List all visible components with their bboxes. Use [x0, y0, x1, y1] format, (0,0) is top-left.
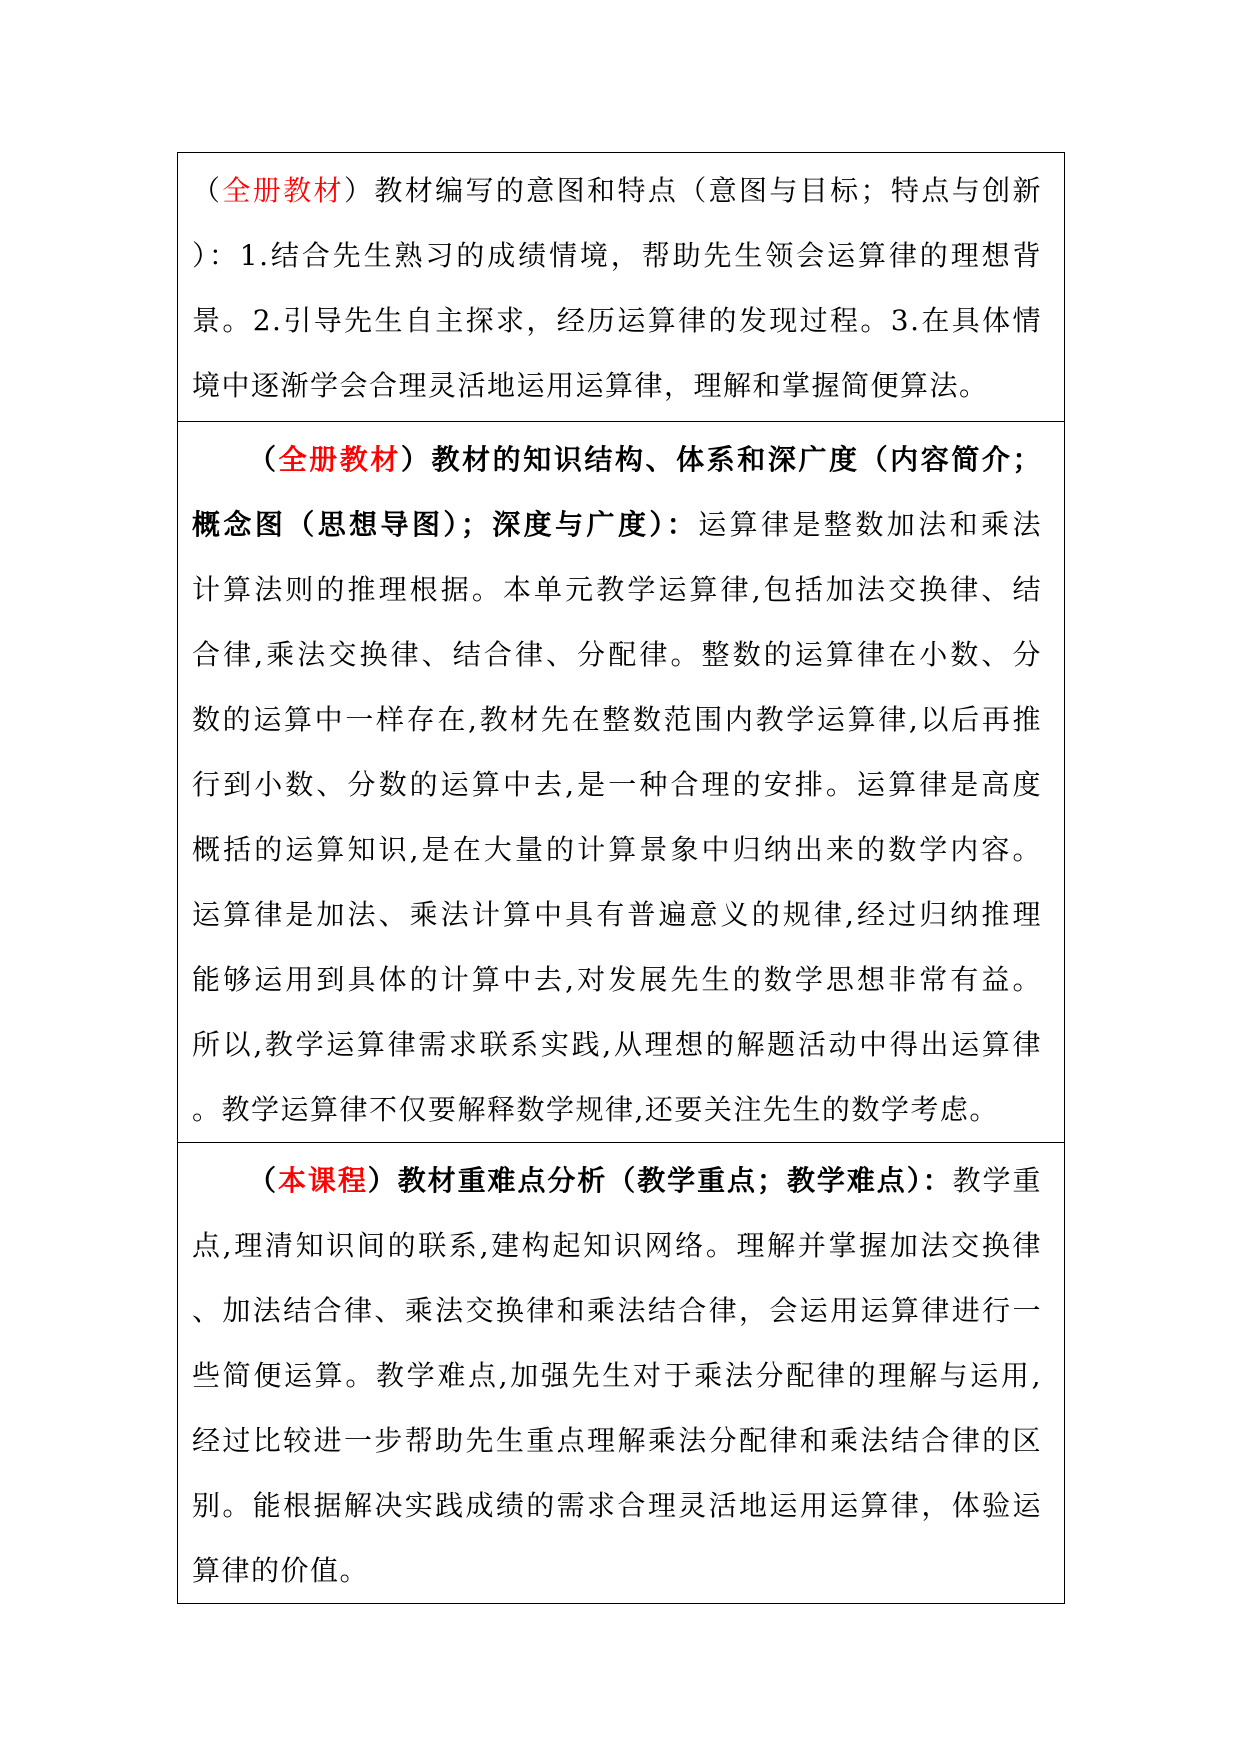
text-line: 概括的运算知识,是在大量的计算景象中归纳出来的数学内容。 — [192, 833, 1042, 866]
text-line: 些简便运算。教学难点,加强先生对于乘法分配律的理解与运用, — [192, 1359, 1042, 1392]
section-writing-intent — [178, 153, 1064, 421]
text-line: 、加法结合律、乘法交换律和乘法结合律，会运用运算律进行一 — [192, 1294, 1042, 1327]
text-line: 行到小数、分数的运算中去,是一种合理的安排。运算律是高度 — [192, 768, 1042, 801]
body-text: 运算律是整数加法和乘法 — [698, 508, 1042, 541]
textbook-analysis-table — [177, 152, 1065, 1604]
text-line: 所以,教学运算律需求联系实践,从理想的解题活动中得出运算律 — [192, 1028, 1042, 1061]
section-key-difficult-points — [178, 1142, 1064, 1603]
scope-label: 全册教材 — [222, 174, 344, 207]
text-line: 合律,乘法交换律、结合律、分配律。整数的运算律在小数、分 — [192, 638, 1042, 671]
text-line: 别。能根据解决实践成绩的需求合理灵活地运用运算律，体验运 — [192, 1489, 1042, 1522]
text-line: 能够运用到具体的计算中去,对发展先生的数学思想非常有益。 — [192, 963, 1042, 996]
text-line: 境中逐渐学会合理灵活地运用运算律，理解和掌握简便算法。 — [192, 369, 989, 402]
text-line: 计算法则的推理根据。本单元教学运算律,包括加法交换律、结 — [192, 573, 1042, 606]
heading-open-paren: （ — [248, 1164, 278, 1197]
text-line: ）：1.结合先生熟习的成绩情境，帮助先生领会运算律的理想背 — [192, 239, 1042, 272]
text-line: 经过比较进一步帮助先生重点理解乘法分配律和乘法结合律的区 — [192, 1424, 1042, 1457]
text-line: 。教学运算律不仅要解释数学规律,还要关注先生的数学考虑。 — [192, 1093, 999, 1126]
heading-text: ）教材编写的意图和特点（意图与目标；特点与创新 — [343, 174, 1042, 207]
scope-label: 本课程 — [277, 1164, 368, 1197]
heading-text: ）教材重难点分析（教学重点；教学难点）： — [367, 1164, 953, 1197]
text-line: 运算律是加法、乘法计算中具有普遍意义的规律,经过归纳推理 — [192, 898, 1042, 931]
heading-text: ）教材的知识结构、体系和深广度（内容简介； — [400, 443, 1042, 476]
text-line — [192, 158, 1042, 223]
text-line — [192, 492, 1042, 557]
heading-open-paren: （ — [192, 174, 223, 207]
section-heading — [192, 1148, 1042, 1213]
scope-label: 全册教材 — [278, 443, 401, 476]
text-line: 景。2.引导先生自主探求，经历运算律的发现过程。3.在具体情 — [192, 304, 1042, 337]
section-heading — [192, 427, 1042, 492]
body-text: 教学重 — [952, 1164, 1042, 1197]
text-line: 算律的价值。 — [192, 1554, 370, 1587]
text-line: 数的运算中一样存在,教材先在整数范围内教学运算律,以后再推 — [192, 703, 1042, 736]
section-knowledge-structure — [178, 421, 1064, 1142]
text-line: 点,理清知识间的联系,建构起知识网络。理解并掌握加法交换律 — [192, 1229, 1042, 1262]
heading-open-paren: （ — [248, 443, 279, 476]
heading-text: 概念图（思想导图）；深度与广度）： — [192, 508, 699, 541]
